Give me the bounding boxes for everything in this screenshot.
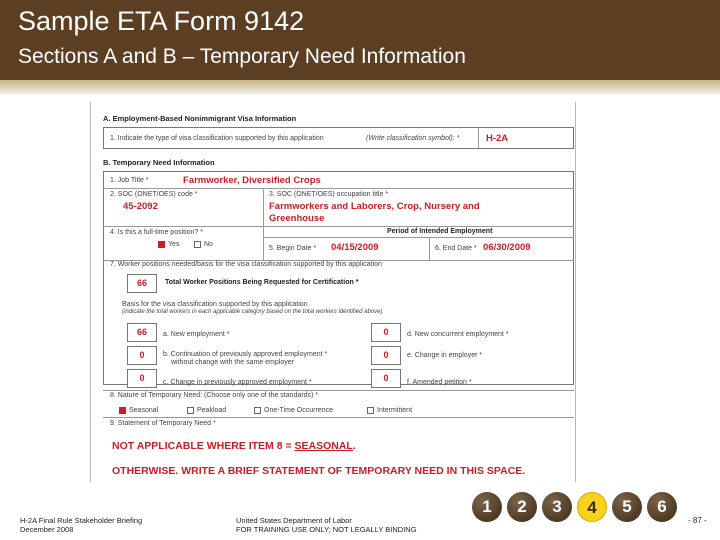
new-employment-field[interactable]: 66 (127, 323, 157, 342)
intermittent-checkbox[interactable] (367, 407, 374, 414)
total-workers-label: Total Worker Positions Being Requested for Certification * (165, 279, 359, 286)
peakload-checkbox[interactable] (187, 407, 194, 414)
step-1-button[interactable]: 1 (472, 492, 502, 522)
step-3-button[interactable]: 3 (542, 492, 572, 522)
soc-title-value-line1: Farmworkers and Laborers, Crop, Nursery and (269, 201, 480, 212)
divider (103, 188, 574, 189)
intermittent-label: Intermittent (377, 407, 413, 414)
end-date-label: 6. End Date * (435, 245, 477, 252)
statement-note-line1: NOT APPLICABLE WHERE ITEM 8 = SEASONAL. (112, 440, 356, 452)
seasonal-label: Seasonal (129, 407, 159, 414)
step-navigation (470, 487, 682, 529)
job-title-label: 1. Job Title * (110, 177, 149, 184)
full-time-label: 4. Is this a full-time position? * (110, 229, 203, 236)
divider (263, 226, 264, 260)
soc-code-value: 45-2092 (123, 201, 158, 212)
section-b-heading: B. Temporary Need Information (103, 158, 215, 167)
change-approved-label: c. Change in previously approved employment * (163, 379, 312, 386)
end-date-value: 06/30/2009 (483, 242, 531, 253)
nature-of-need-label: 8. Nature of Temporary Need: (Choose only one of the standards) * (110, 392, 319, 399)
continuation-label: b. Continuation of previously approved employment * (163, 351, 328, 358)
worker-positions-label: 7. Worker positions needed/basis for the visa classification supported by this application (110, 261, 382, 268)
page-number: - 87 - (688, 516, 707, 525)
header-accent-bar (0, 80, 720, 94)
job-title-value: Farmworker, Diversified Crops (183, 175, 321, 186)
step-4-button-active[interactable]: 4 (577, 492, 607, 522)
new-concurrent-field[interactable]: 0 (371, 323, 401, 342)
section-a-q1-label: 1. Indicate the type of visa classification supported by this application (110, 135, 324, 142)
divider (263, 237, 574, 238)
begin-date-label: 5. Begin Date * (269, 245, 317, 252)
full-time-yes-checkbox[interactable] (158, 241, 165, 248)
divider (103, 226, 574, 227)
basis-label: Basis for the visa classification supported by this application (122, 301, 308, 308)
begin-date-value: 04/15/2009 (331, 242, 379, 253)
footer-briefing: H-2A Final Rule Stakeholder Briefing December 2008 (20, 516, 143, 534)
statement-label: 9. Statement of Temporary Need * (110, 420, 216, 427)
divider (103, 417, 574, 418)
full-time-yes-label: Yes (168, 241, 180, 248)
divider (263, 188, 264, 226)
step-2-button[interactable]: 2 (507, 492, 537, 522)
section-a-heading: A. Employment-Based Nonimmigrant Visa Information (103, 114, 297, 123)
amended-petition-field[interactable]: 0 (371, 369, 401, 388)
period-heading: Period of Intended Employment (387, 228, 493, 235)
soc-title-value-line2: Greenhouse (269, 213, 325, 224)
statement-note-line2: OTHERWISE. WRITE A BRIEF STATEMENT OF TEMPORARY NEED IN THIS SPACE. (112, 465, 526, 477)
eta-form-excerpt (90, 102, 576, 482)
section-a-q1-note: (Write classification symbol): * (366, 135, 460, 142)
step-6-button[interactable]: 6 (647, 492, 677, 522)
full-time-no-label: No (204, 241, 213, 248)
soc-title-label: 3. SOC (ONET/OES) occupation title * (269, 191, 389, 198)
divider (429, 237, 430, 260)
step-5-button[interactable]: 5 (612, 492, 642, 522)
change-approved-field[interactable]: 0 (127, 369, 157, 388)
amended-petition-label: f. Amended petition * (407, 379, 472, 386)
peakload-label: Peakload (197, 407, 227, 414)
slide-subtitle: Sections A and B – Temporary Need Information (18, 45, 466, 68)
continuation-field[interactable]: 0 (127, 346, 157, 365)
new-concurrent-label: d. New concurrent employment * (407, 331, 509, 338)
total-workers-field[interactable]: 66 (127, 274, 157, 293)
change-employer-field[interactable]: 0 (371, 346, 401, 365)
slide-header (0, 0, 720, 80)
one-time-label: One-Time Occurrence (264, 407, 333, 414)
visa-classification-value: H-2A (486, 133, 509, 144)
section-a-q1-row (103, 127, 574, 149)
seasonal-checkbox[interactable] (119, 407, 126, 414)
divider (103, 390, 574, 391)
one-time-checkbox[interactable] (254, 407, 261, 414)
basis-note: (indicate the total workers in each applicable category based on the total workers identified above) (122, 309, 383, 315)
change-employer-label: e. Change in employer * (407, 352, 483, 359)
divider (478, 128, 479, 148)
continuation-label-line2: without change with the same employer (171, 359, 294, 366)
new-employment-label: a. New employment * (163, 331, 230, 338)
soc-code-label: 2. SOC (ONET/OES) code * (110, 191, 198, 198)
slide-title: Sample ETA Form 9142 (18, 6, 305, 36)
footer-department: United States Department of Labor FOR TRAINING USE ONLY; NOT LEGALLY BINDING (236, 516, 417, 534)
full-time-no-checkbox[interactable] (194, 241, 201, 248)
